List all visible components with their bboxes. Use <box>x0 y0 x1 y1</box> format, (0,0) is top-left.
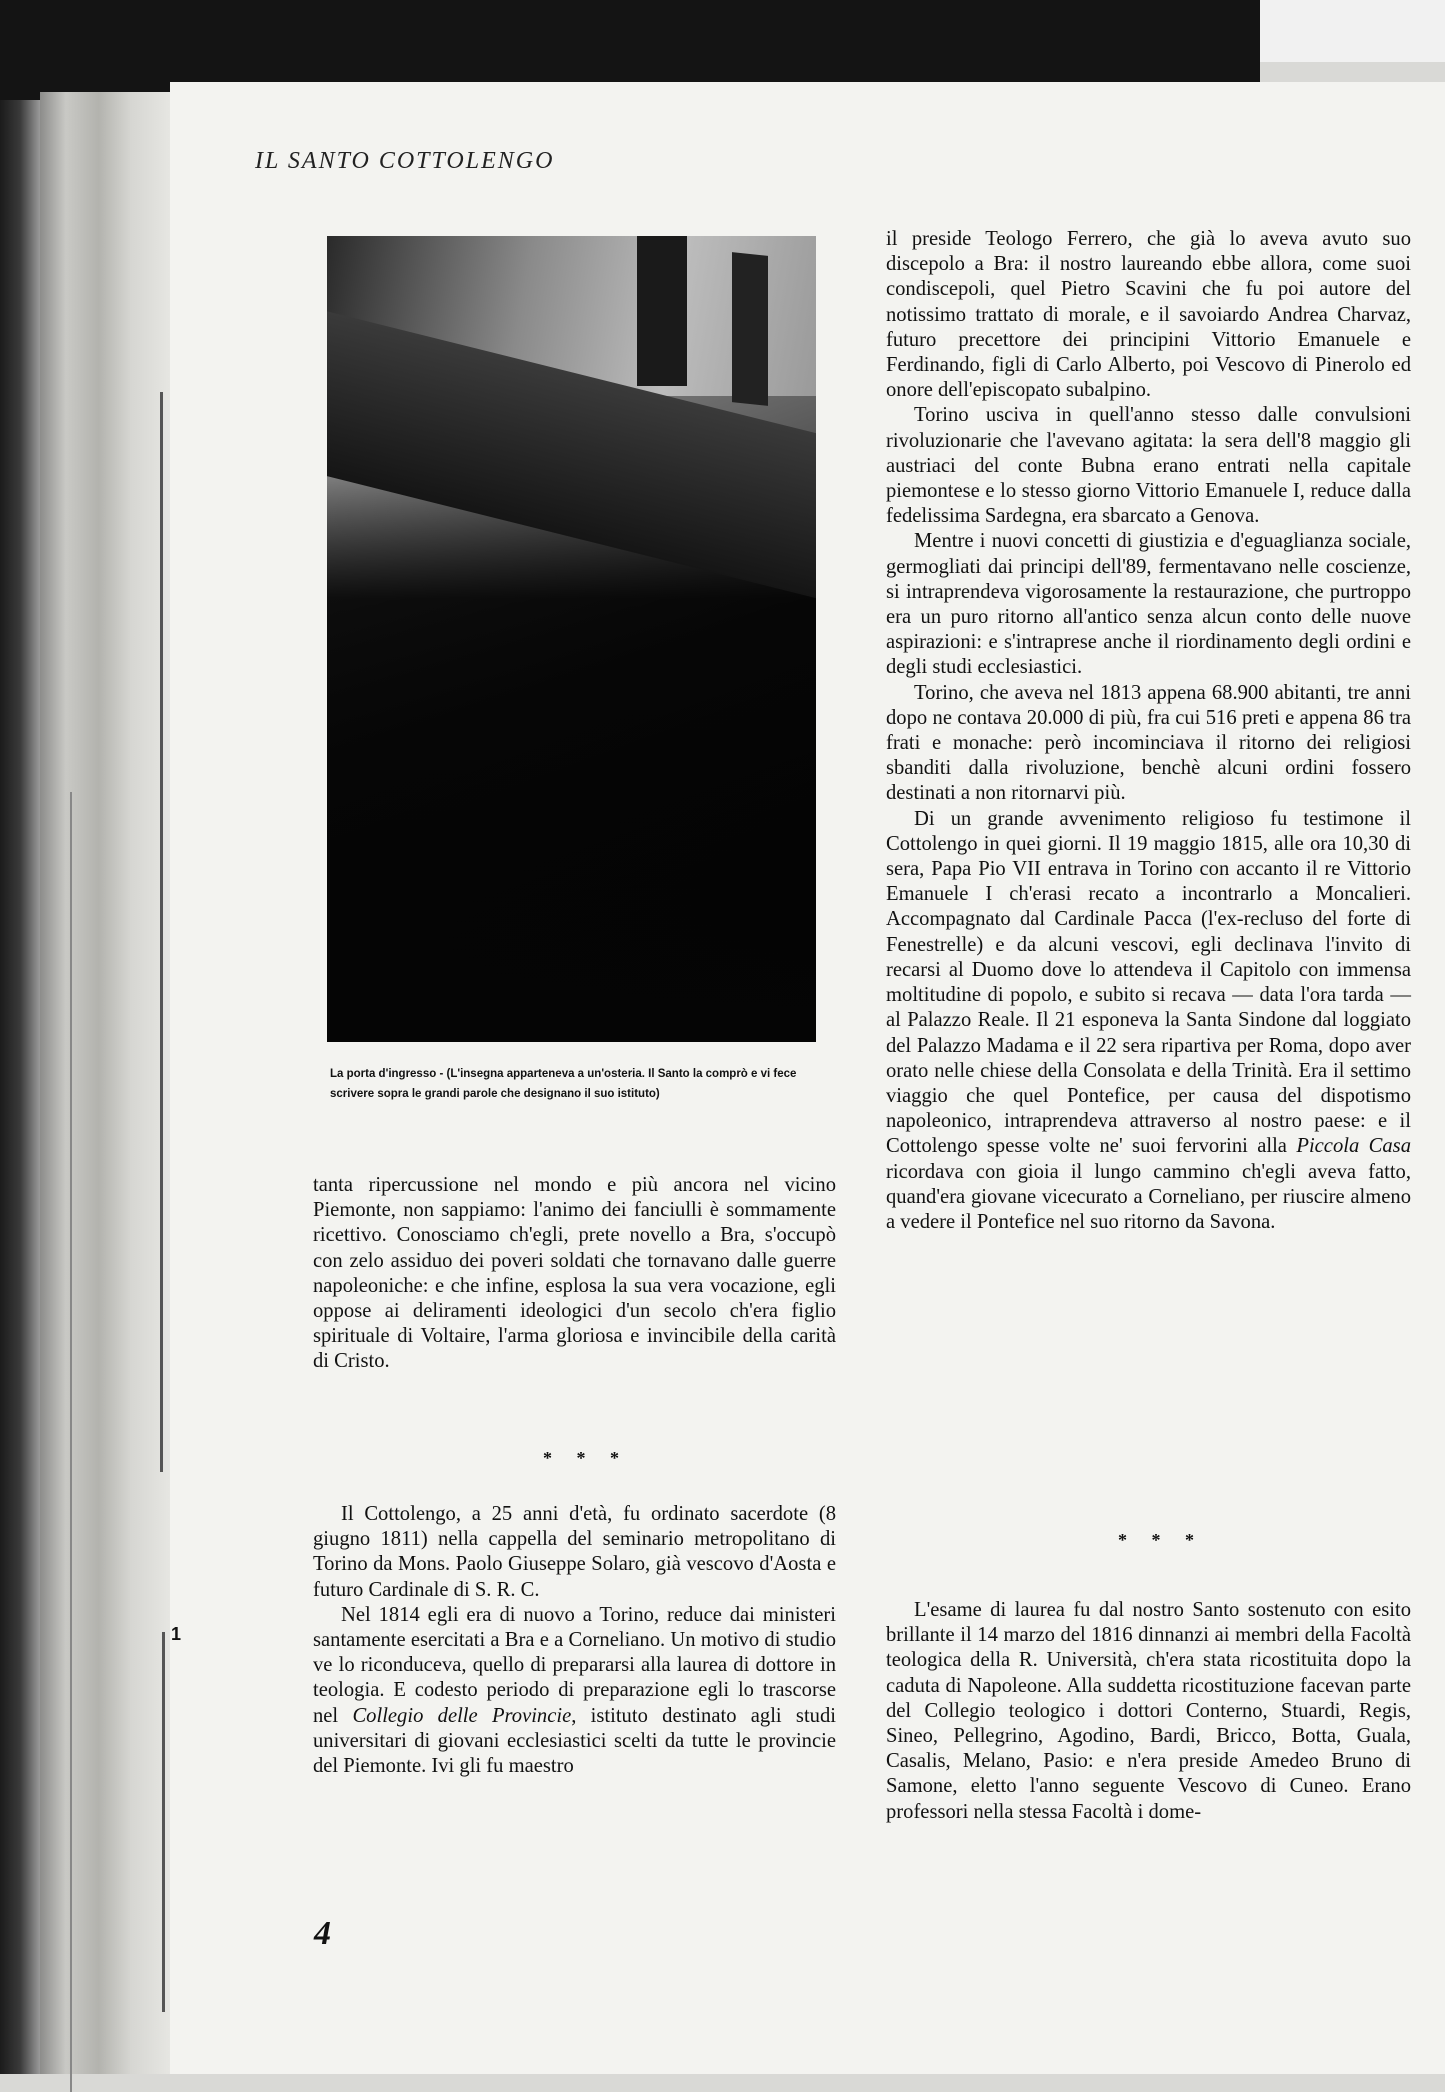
left-column-top <box>313 1173 836 1375</box>
paragraph-text: Nel 1814 egli era di nuovo a Torino, reduce dai ministeri santamente esercitati a Bra e a Corneliano. Un motivo di studio ve lo riconduceva, quello di prepararsi alla laurea di dottore in teologia. E codesto periodo di preparazione egli lo trascorse nel <box>313 1603 836 1727</box>
photo-window <box>732 252 768 406</box>
paragraph: Torino, che aveva nel 1813 appena 68.900 abitanti, tre anni dopo ne contava 20.000 di più, fra cui 516 preti e appena 86 tra frati e monache: però incominciava il ritorno dei religiosi sbanditi dalla rivoluzione, benchè alcuni ordini fossero destinati a non ritornarvi più. <box>886 681 1411 805</box>
paragraph-text: , istituto destinato agli studi universitari di giovani ecclesiastici scelti da tutte le provincie del Piemonte. Ivi gli fu maestro <box>313 1704 836 1778</box>
photo-window <box>637 236 687 386</box>
page-spine <box>40 92 170 2074</box>
right-column-bottom <box>886 1598 1411 1825</box>
left-column-bottom <box>313 1502 836 1779</box>
paragraph: Mentre i nuovi concetti di giustizia e d'eguaglianza sociale, germogliati dai principi dell'89, fermentavano nelle coscienze, si intraprendeva vigorosamente la restaurazione, che purtroppo era un puro ritorno all'antico senza alcun conto delle nuove aspirazioni: e s'intraprese anche il riordinamento degli ordini e degli studi ecclesiastici. <box>886 530 1411 679</box>
scan-right-edge <box>1260 0 1445 62</box>
caption-title: La porta d'ingresso <box>330 1068 437 1080</box>
right-column-top <box>886 227 1411 1235</box>
italic-text: Collegio delle Provincie <box>352 1704 572 1727</box>
paragraph-text: ricordava con gioia il lungo cammino ch'egli aveva fatto, quand'era giovane vicecurato a Corneliano, per riuscire almeno a vedere il Pontefice nel suo ritorno da Savona. <box>886 1160 1411 1233</box>
paragraph: Torino usciva in quell'anno stesso dalle convulsioni rivoluzionarie che l'avevano agitata: la sera dell'8 maggio gli austriaci del conte Bubna erano entrati nella capitale piemontese e lo stesso giorno Vittorio Emanuele I, reduce dalla fedelissima Sardegna, era sbarcato a Genova. <box>886 404 1411 528</box>
italic-text: Piccola Casa <box>1296 1135 1411 1158</box>
photo-caption <box>330 1064 820 1104</box>
paragraph <box>886 807 1411 1235</box>
paragraph: L'esame di laurea fu dal nostro Santo sostenuto con esito brillante il 14 marzo del 1816 dinnanzi ai membri della Facoltà teologica della R. Università, ch'era stata ricostituita dopo la caduta di Napoleone. Alla suddetta ricostituzione facevan parte del Collegio teologico i dottori Conterno, Stuardi, Regis, Sineo, Pellegrino, Agodino, Bardi, Bricco, Botta, Guala, Casalis, Melano, Pasio: e n'era preside Amedeo Bruno di Samone, eletto l'anno seguente Vescovo di Cuneo. Erano professori nella stessa Facoltà i dome- <box>886 1599 1411 1823</box>
spine-line <box>160 392 163 1472</box>
paragraph: tanta ripercussione nel mondo e più ancora nel vicino Piemonte, non sappiamo: l'animo dei fanciulli è sommamente ricettivo. Conosciamo ch'egli, prete novello a Bra, s'occupò con zelo assiduo dei poveri soldati che tornavano dalle guerre napoleoniche: e che infine, esplosa la sua vera vocazione, egli oppose ai deliramenti ideologici d'un secolo ch'era figlio spirituale di Voltaire, l'arma gloriosa e invincibile della carità di Cristo. <box>313 1174 836 1373</box>
paragraph-text: Di un grande avvenimento religioso fu testimone il Cottolengo in quei giorni. Il 19 maggio 1815, alle ora 10,30 di sera, Papa Pio VII entrava in Torino con accanto il re Vittorio Emanuele I ch'erasi recato a incontrarlo a Moncalieri. Accompagnato dal Cardinale Pacca (l'ex-recluso del forte di Fenestrelle) e da alcuni vescovi, egli declinava l'invito di recarsi al Duomo dove lo attendeva il Capitolo con immensa moltitudine di popolo, e subito si recava — data l'ora tarda — al Palazzo Reale. Il 21 esponeva la Santa Sindone dal loggiato del Palazzo Madama e il 22 sera ripartiva per Roma, dopo aver orato nelle chiese della Consolata e della Trinità. Era il settimo viaggio che quel Pontefice, per causa del dispotismo napoleonico, intraprendeva attraverso al nostro paese: e il Cottolengo spesse volte ne' suoi fervorini alla <box>886 807 1411 1158</box>
caption-text: - (L'insegna apparteneva a un'osteria. Il Santo la comprò e vi fece scrivere sopra le grandi parole che designano il suo istituto) <box>330 1068 797 1100</box>
spine-line <box>70 792 72 2092</box>
photo-entrance-door <box>327 236 816 1042</box>
section-separator: * * * <box>543 1448 629 1468</box>
section-separator: * * * <box>1118 1530 1204 1550</box>
paragraph: il preside Teologo Ferrero, che già lo aveva avuto suo discepolo a Bra: il nostro laureando ebbe allora, come suoi condiscepoli, quel Pietro Scavini che fu poi autore del notissimo trattato di morale, e il savoiardo Andrea Charvaz, futuro precettore dei principini Vittorio Emanuele e Ferdinando, figli di Carlo Alberto, poi Vescovo di Pinerolo ed onore dell'episcopato subalpino. <box>886 228 1411 402</box>
margin-mark: 1 <box>171 1624 182 1644</box>
spine-line <box>162 1632 165 2012</box>
running-head: IL SANTO COTTOLENGO <box>255 148 555 174</box>
paragraph <box>313 1603 836 1779</box>
paragraph: Il Cottolengo, a 25 anni d'età, fu ordinato sacerdote (8 giugno 1811) nella cappella del seminario metropolitano di Torino da Mons. Paolo Giuseppe Solaro, già vescovo d'Aosta e futuro Cardinale di S. R. C. <box>313 1503 836 1601</box>
page-number: 4 <box>314 1915 331 1952</box>
scan-left-shadow <box>0 100 40 2074</box>
